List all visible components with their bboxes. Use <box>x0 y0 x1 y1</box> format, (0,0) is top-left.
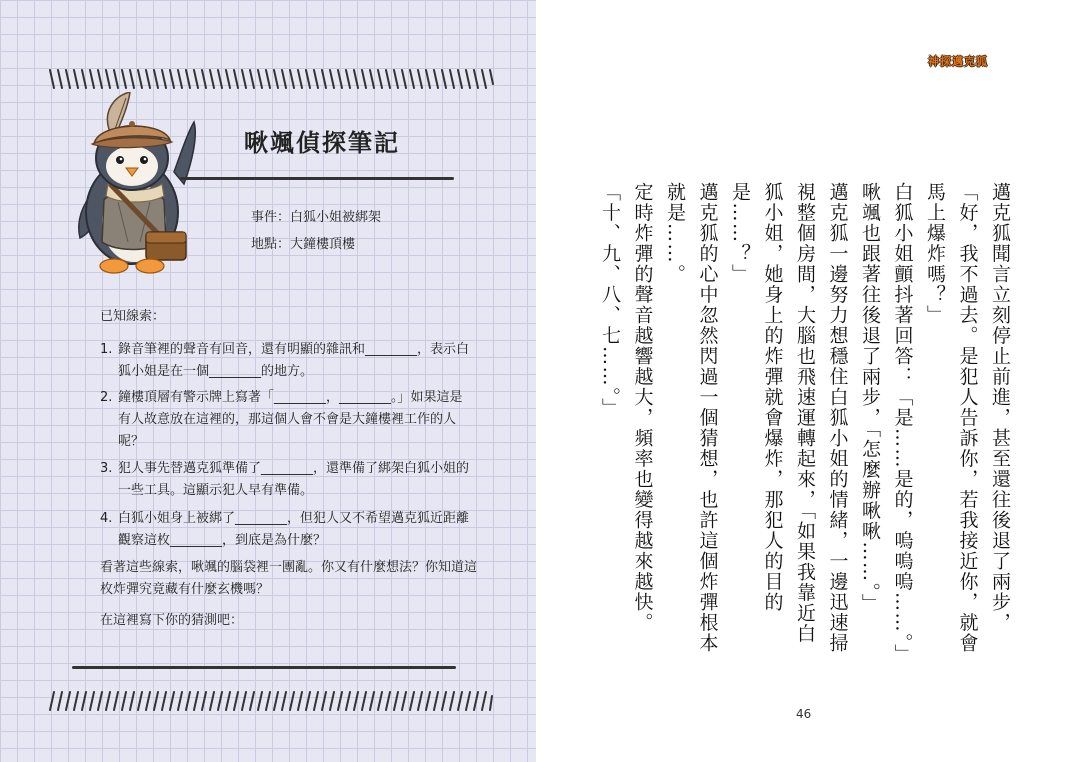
story-paragraph: 啾颯也跟著往後退了兩步，「怎麼辦啾啾……。」 <box>859 182 881 614</box>
series-title-badge: 神探邁克狐 <box>928 55 988 68</box>
clue-number: 1. <box>100 342 113 357</box>
title-underline <box>180 177 454 180</box>
clue-number: 2. <box>100 390 113 405</box>
event-line: 事件：白狐小姐被綁架 <box>251 210 382 225</box>
clue-item <box>100 458 470 502</box>
place-line: 地點：大鐘樓頂樓 <box>251 237 356 252</box>
clue-item <box>100 508 470 552</box>
story-paragraph: 白狐小姐顫抖著回答：「是……是的，嗚嗚嗚……。」 <box>891 182 914 665</box>
clue-number: 4. <box>100 511 113 526</box>
story-paragraph: 定時炸彈的聲音越響越大，頻率也變得越來越快。 <box>631 182 654 633</box>
clue-item <box>100 339 470 383</box>
hatch-border-top <box>48 68 494 90</box>
story-paragraph: 邁克狐一邊努力想穩住白狐小姐的情緒，一邊迅速掃視整個房間，大腦也飛速運轉起來，「如果我靠近白狐小姐，她身上的炸彈就會爆炸，那犯人的目的是……？」 <box>729 182 849 654</box>
clue-text: 犯人事先替邁克狐準備了________，還準備了綁架白狐小姐的一些工具。這顯示犯人早有準備。 <box>118 461 470 498</box>
clue-text: 白狐小姐身上被綁了________，但犯人又不希望邁克狐近距離觀察這枚________，到底是為什麼？ <box>118 511 470 548</box>
story-paragraph: 「十、九、八、七……。」 <box>599 182 621 419</box>
clue-item <box>100 387 470 453</box>
story-text <box>594 144 1016 664</box>
notebook-title: 啾颯偵探筆記 <box>244 129 400 157</box>
penguin-detective-illustration <box>70 92 200 282</box>
guess-prompt: 在這裡寫下你的猜測吧： <box>100 613 244 628</box>
clue-number: 3. <box>100 461 113 476</box>
page-number: 46 <box>796 707 812 721</box>
story-paragraph: 邁克狐的心中忽然閃過一個猜想，也許這個炸彈根本就是……。 <box>664 182 719 654</box>
clues-heading: 已知線索： <box>100 309 166 324</box>
story-paragraph: 邁克狐聞言立刻停止前進，甚至還往後退了兩步，「好，我不過去。是犯人告訴你，若我接近你，就會馬上爆炸嗎？」 <box>924 182 1011 654</box>
clue-text: 鐘樓頂層有警示牌上寫著「________，________。」如果這是有人故意放在這裡的，那這個人會不會是大鐘樓裡工作的人呢？ <box>118 390 463 449</box>
closing-question: 看著這些線索，啾颯的腦袋裡一團亂。你又有什麼想法？你知道這枚炸彈究竟藏有什麼玄機嗎？ <box>100 560 478 597</box>
story-page <box>536 0 1072 762</box>
answer-line <box>72 666 456 669</box>
hatch-border-bottom <box>48 690 494 712</box>
clue-text: 錄音筆裡的聲音有回音，還有明顯的雜訊和________，表示白狐小姐是在一個________的地方。 <box>118 342 470 379</box>
